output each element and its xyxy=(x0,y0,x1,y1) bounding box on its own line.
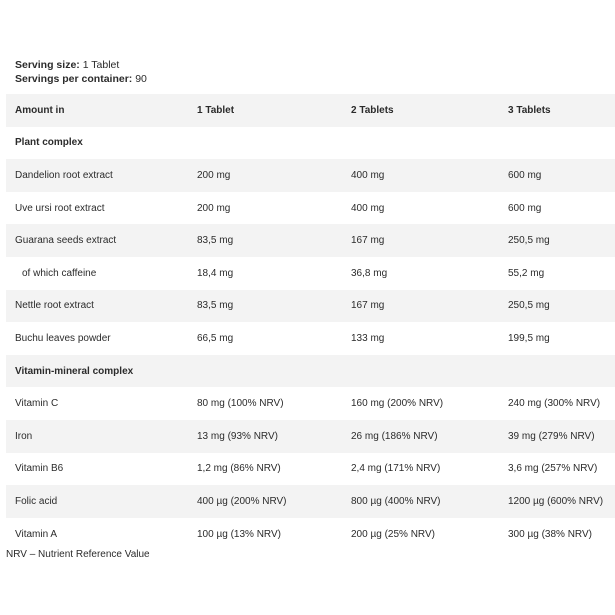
row-value: 2,4 mg (171% NRV) xyxy=(351,463,441,475)
row-label: Vitamin B6 xyxy=(15,463,64,475)
row-value: 199,5 mg xyxy=(508,332,550,344)
row-value: 160 mg (200% NRV) xyxy=(351,398,444,410)
row-value: 1,2 mg (86% NRV) xyxy=(197,463,281,475)
table-row xyxy=(6,485,615,518)
row-value: 200 µg (25% NRV) xyxy=(351,528,435,540)
row-value: 18,4 mg xyxy=(197,267,234,279)
table-row xyxy=(6,159,615,192)
serving-size-value: 1 Tablet xyxy=(79,59,120,71)
row-value: 55,2 mg xyxy=(508,267,545,279)
table-row xyxy=(6,224,615,257)
row-value: 240 mg (300% NRV) xyxy=(508,398,601,410)
row-value: 167 mg xyxy=(351,235,385,247)
row-label: Buchu leaves powder xyxy=(15,332,111,344)
row-label: of which caffeine xyxy=(22,267,97,279)
row-value: 200 mg xyxy=(197,169,231,181)
row-value: 400 mg xyxy=(351,169,385,181)
row-label: Vitamin-mineral complex xyxy=(15,365,134,377)
row-label: Iron xyxy=(15,430,33,442)
nutrition-table xyxy=(6,94,615,550)
table-row xyxy=(6,387,615,420)
footnote: NRV – Nutrient Reference Value xyxy=(6,549,150,560)
row-value: 250,5 mg xyxy=(508,235,550,247)
table-row xyxy=(6,290,615,323)
serving-size xyxy=(15,58,147,72)
header-2-tablets: 2 Tablets xyxy=(351,104,394,116)
row-value: 26 mg (186% NRV) xyxy=(351,430,438,442)
row-value: 83,5 mg xyxy=(197,235,234,247)
row-value: 39 mg (279% NRV) xyxy=(508,430,595,442)
row-value: 600 mg xyxy=(508,169,542,181)
row-label: Vitamin A xyxy=(15,528,58,540)
table-row xyxy=(6,322,615,355)
row-value: 250,5 mg xyxy=(508,300,550,312)
row-label: Plant complex xyxy=(15,137,83,149)
table-section-row xyxy=(6,127,615,160)
row-label: Nettle root extract xyxy=(15,300,94,312)
row-value: 600 mg xyxy=(508,202,542,214)
row-value: 3,6 mg (257% NRV) xyxy=(508,463,598,475)
row-value: 300 µg (38% NRV) xyxy=(508,528,592,540)
servings-per-container-label: Servings per container: xyxy=(15,73,133,85)
row-value: 400 µg (200% NRV) xyxy=(197,495,287,507)
row-value: 80 mg (100% NRV) xyxy=(197,398,284,410)
row-label: Uve ursi root extract xyxy=(15,202,105,214)
row-value: 66,5 mg xyxy=(197,332,234,344)
table-row xyxy=(6,192,615,225)
table-row xyxy=(6,420,615,453)
table-row xyxy=(6,257,615,290)
servings-per-container xyxy=(15,72,147,86)
row-value: 13 mg (93% NRV) xyxy=(197,430,278,442)
header-1-tablet: 1 Tablet xyxy=(197,104,235,116)
table-row xyxy=(6,518,615,551)
row-label: Vitamin C xyxy=(15,398,59,410)
serving-size-label: Serving size: xyxy=(15,59,80,71)
row-value: 800 µg (400% NRV) xyxy=(351,495,441,507)
header-amount-in: Amount in xyxy=(15,104,65,116)
row-value: 83,5 mg xyxy=(197,300,234,312)
servings-per-container-value: 90 xyxy=(132,73,147,85)
header-3-tablets: 3 Tablets xyxy=(508,104,551,116)
row-value: 400 mg xyxy=(351,202,385,214)
row-value: 1200 µg (600% NRV) xyxy=(508,495,604,507)
table-header-row xyxy=(6,94,615,127)
row-value: 167 mg xyxy=(351,300,385,312)
row-value: 100 µg (13% NRV) xyxy=(197,528,281,540)
row-label: Folic acid xyxy=(15,495,58,507)
row-label: Guarana seeds extract xyxy=(15,235,117,247)
table-section-row xyxy=(6,355,615,388)
row-value: 36,8 mg xyxy=(351,267,388,279)
row-value: 133 mg xyxy=(351,332,385,344)
row-value: 200 mg xyxy=(197,202,231,214)
row-label: Dandelion root extract xyxy=(15,169,113,181)
serving-info xyxy=(15,58,147,86)
table-row xyxy=(6,453,615,486)
